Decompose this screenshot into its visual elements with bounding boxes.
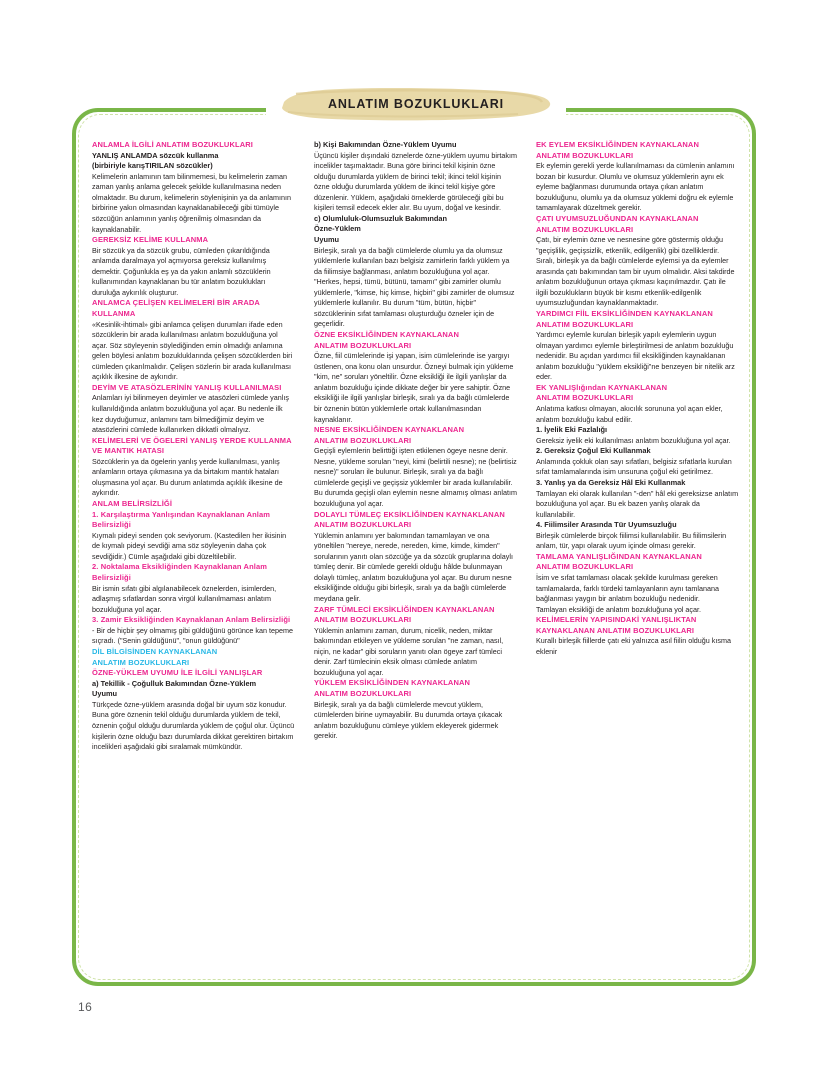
body-paragraph: Anlamında çokluk olan sayı sıfatları, belgisiz sıfatlarla kurulan sıfat tamlamalarında isim unsuruna çoğul eki getirilmez. <box>536 456 732 477</box>
section-heading: 1. Karşılaştırma Yanlışından Kaynaklanan Anlam Belirsizliği <box>92 509 271 530</box>
section-heading: ÇATI UYUMSUZLUĞUNDAN KAYNAKLANAN <box>536 213 699 223</box>
section-heading: ANLATIM BOZUKLUKLARI <box>314 520 412 530</box>
section-heading: ANLAMCA ÇELİŞEN KELİMELERİ BİR ARADA KULLANMA <box>92 298 260 318</box>
section-subheading: Uyumu <box>92 689 118 699</box>
section-heading: ANLATIM BOZUKLUKLARI <box>314 615 412 625</box>
body-paragraph: Gereksiz iyelik eki kullanılması anlatım bozukluğuna yol açar. <box>536 435 731 445</box>
body-paragraph: Yüklemin anlamını zaman, durum, nicelik, neden, miktar bakımından etkileyen ve yükleme sorulan "ne zaman, nasıl, niçin, ne kadar" gibi soruların yanıtı olan ögeye zarf tümleci denir. Zarf tümlecinin eksik olması cümlede anlatım bozukluğuna yol açar. <box>314 625 504 677</box>
section-heading: DEYİM VE ATASÖZLERİNİN YANLIŞ KULLANILMASI <box>92 382 282 392</box>
body-paragraph: Bir sözcük ya da sözcük grubu, cümleden çıkarıldığında anlamda daralmaya yol açmıyorsa gereksiz kullanılmış demektir. Çoğunlukla eş ya da yakın anlamlı sözcüklerin kullanımından kaynaklanan bu tür anlatım bozuklukları duruluğa aykırılık oluşturur. <box>92 245 271 297</box>
section-heading: ANLATIM BOZUKLUKLARI <box>92 657 190 667</box>
body-paragraph: Geçişli eylemlerin belirttiği işten etkilenen ögeye nesne denir. Nesne, yükleme sorulan "neyi, kimi (belirtili nesne); ne (belirtisiz nesne)" soruları ile bulunur. Birleşik, sıralı ya da bağlı cümlelerde geçişli ve geçişsiz yüklemler bir arada kullanılabilir. Bu durumda geçişli olan eylemin nesne almamış olması anlatım bozukluğuna yol açar. <box>314 446 517 508</box>
section-heading: ZARF TÜMLECİ EKSİKLİĞİNDEN KAYNAKLANAN <box>314 604 495 614</box>
section-heading: ANLATIM BOZUKLUKLARI <box>536 150 634 160</box>
section-heading: EK YANLIŞlığından KAYNAKLANAN <box>536 382 668 392</box>
section-subheading: Özne-Yüklem <box>314 224 361 234</box>
title-banner <box>278 86 554 122</box>
section-heading: DİL BİLGİSİNDEN KAYNAKLANAN <box>92 646 218 656</box>
section-heading: TAMLAMA YANLIŞLIĞINDAN KAYNAKLANAN <box>536 551 702 561</box>
body-paragraph: Birleşik cümlelerde birçok fiilimsi kullanılabilir. Bu fiilimsilerin anlam, tür, yapı olarak uyum içinde olması gerekir. <box>536 530 727 551</box>
section-subheading: YANLIŞ ANLAMDA sözcük kullanma <box>92 150 219 160</box>
body-paragraph: Kelimelerin anlamının tam bilinmemesi, bu kelimelerin zaman zaman yanlış anlama gelecek şekilde kullanılmasına neden olmaktadır. Bu durum, kelimelerin söylenişinin ya da anlamının birbirine yakın olmasından kaynaklanabileceği gibi tümüyle sözcüğün anlamının yanlış öğrenilmiş olmasından da kaynaklanabilir. <box>92 171 291 234</box>
body-paragraph: Üçüncü kişiler dışındaki öznelerde özne-yüklem uyumu birtakım incelikler taşımaktadır. Buna göre birinci tekil kişinin özne olduğu durumlarda yüklem de birinci tekil; ikinci tekil kişinin özne olduğu durumlarda yüklem de ikinci tekil kişiye göre düzenlenir. Yüklem, aşağıdaki örneklerde görüleceği gibi bu kişileri temsil edecek ekler alır. Bu uyum, doğal ve kesindir. <box>314 150 517 213</box>
section-heading: ANLATIM BOZUKLUKLARI <box>536 224 634 234</box>
section-heading: ANLAM BELİRSİZLİĞİ <box>92 499 173 509</box>
section-heading: EK EYLEM EKSİKLİĞİNDEN KAYNAKLANAN <box>536 140 699 149</box>
body-paragraph: Tamlayan eksikliği de anlatım bozukluğuna yol açar. <box>536 604 702 614</box>
body-paragraph: Anlatıma katkısı olmayan, akıcılık sorununa yol açan ekler, anlatım bozukluğu kabul edilir. <box>536 404 723 424</box>
text-column-1 <box>92 140 295 753</box>
body-paragraph: Ek eylemin gerekli yerde kullanılmaması da cümlenin anlamını bozan bir kusurdur. Olumlu ve olumsuz yüklemlerin aynı ek eyleme bağlanması durumunda ortaya çıkan anlatım bozukluğunu, olumlu ya da olumsuz yüklemi doğru ek eylemle tamamlayarak düzeltmek gerekir. <box>536 161 735 213</box>
section-heading: ANLAMLA İLGİLİ ANLATIM BOZUKLUKLARI <box>92 140 253 149</box>
section-subheading: 3. Yanlış ya da Gereksiz Hâl Eki Kullanmak <box>536 477 686 487</box>
section-subheading: Uyumu <box>314 235 340 245</box>
section-heading: ANLATIM BOZUKLUKLARI <box>536 393 634 403</box>
section-subheading: a) Tekillik - Çoğulluk Bakımından Özne-Yüklem <box>92 678 257 688</box>
body-paragraph: Sözcüklerin ya da ögelerin yanlış yerde kullanılması, yanlış anlamların ortaya çıkmasına ya da birtakım mantık hataları oluşmasına yol açar. Bu durum anlatımda açıklık ilkesine de aykırıdır. <box>92 456 283 498</box>
section-heading: 3. Zamir Eksikliğinden Kaynaklanan Anlam Belirsizliği <box>92 615 291 625</box>
section-heading: KAYNAKLANAN ANLATIM BOZUKLUKLARI <box>536 625 695 635</box>
body-paragraph: Kurallı birleşik fiillerde çatı eki yalnızca asıl fiilin olduğu kısma eklenir <box>536 636 731 656</box>
body-paragraph: Türkçede özne-yüklem arasında doğal bir uyum söz konudur. Buna göre öznenin tekil olduğu durumlarda yüklem de tekil, öznenin çoğul olduğu durumlarda yüklem de çoğul olur. Üçüncü kişilerin özne olduğu bazı durumlarda dikkat gerektiren birtakım incelikleri aşağıdaki gibi sıralamak mümkündür. <box>92 699 295 752</box>
text-column-3 <box>536 140 739 753</box>
body-paragraph: Yardımcı eylemle kurulan birleşik yapılı eylemlerin uygun olmayan yardımcı eylemle birleştirilmesi de anlatım bozukluğu nedenidir. Bu açıdan yardımcı fiil eksikliğinden kaynaklanan anlatım bozukluğu "yüklem eksikliği"ne benzeyen bir nitelik arz eder. <box>536 330 735 382</box>
section-heading: YARDIMCI FİİL EKSİKLİĞİNDEN KAYNAKLANAN ANLATIM BOZUKLUKLARI <box>536 308 713 329</box>
section-heading: ANLATIM BOZUKLUKLARI <box>314 689 412 699</box>
section-heading: ANLATIM BOZUKLUKLARI <box>314 435 412 445</box>
section-subheading: b) Kişi Bakımından Özne-Yüklem Uyumu <box>314 140 457 149</box>
section-heading: ANLATIM BOZUKLUKLARI <box>536 562 634 572</box>
section-subheading: c) Olumluluk-Olumsuzluk Bakımından <box>314 213 448 223</box>
section-heading: NESNE EKSİKLİĞİNDEN KAYNAKLANAN <box>314 425 465 435</box>
section-heading: ANLATIM BOZUKLUKLARI <box>314 340 412 350</box>
section-heading: KELİMELERİ VE ÖGELERİ YANLIŞ YERDE KULLANMA VE MANTIK HATASI <box>92 435 292 456</box>
body-paragraph: Bir ismin sıfatı gibi algılanabilecek öznelerden, isimlerden, adlaşmış sıfatlardan sonra virgül kullanılmaması anlatım bozukluğuna yol açar. <box>92 583 277 614</box>
body-paragraph: Özne, fiil cümlelerinde işi yapan, isim cümlelerinde ise yargıyı üstlenen, ona konu olan unsurdur. Özneyi bulmak için yükleme "kim, ne" soruları yöneltilir. Özne eksikliği ile ilgili yanlışlar da anlatım bozukluğu içinde dikkate değer bir yere sahiptir. Özne eksikliği ile ilgili yanlışlar birleşik, sıralı ya da bağlı cümlelerde bir öznenin bütün yüklemlerle ortak kullanılmasından kaynaklanır. <box>314 351 514 424</box>
page-number: 16 <box>78 1000 93 1014</box>
section-subheading: 2. Gereksiz Çoğul Eki Kullanmak <box>536 446 651 456</box>
section-subheading: 1. İyelik Eki Fazlalığı <box>536 425 608 435</box>
text-column-2 <box>314 140 517 753</box>
body-paragraph: «Kesinlik-ihtimal» gibi anlamca çelişen durumları ifade eden sözcüklerin bir arada kullanılması anlatım bozukluğuna yol açar. Söz söyleyenin söylediğinden emin olmadığı anlamına gelen böylesi anlatım bozukluklarında çelişen sözcüklerden biri cümleden çıkarılmalıdır. Çelişen sözlerin bir arada kullanılması açıklık ilkesine de aykırıdır. <box>92 319 293 382</box>
body-paragraph: İsim ve sıfat tamlaması olacak şekilde kurulması gereken tamlamalarda, farklı türdeki tamlayanların aynı tamlanana bağlanması yaygın bir anlatım bozukluğu nedenidir. <box>536 573 719 604</box>
body-paragraph: - Bir de hiçbir şey olmamış gibi güldüğünü görünce kan tepeme sıçradı. ("Senin güldüğünü", "onun güldüğünü" <box>92 625 293 646</box>
section-subheading: 4. Fiilimsiler Arasında Tür Uyumsuzluğu <box>536 520 677 530</box>
body-paragraph: Anlamları iyi bilinmeyen deyimler ve atasözleri cümlede yanlış kullanıldığında anlatım bozukluğuna yol açar. Bu nedenle ilk kez duyduğumuz, anlamını tam bilmediğimiz deyim ve atasözlerini cümlede kullanırken dikkatli olmalıyız. <box>92 393 289 435</box>
section-subheading: (birbiriyle karışTIRILAN sözcükler) <box>92 161 213 171</box>
content-columns <box>92 140 740 753</box>
section-heading: 2. Noktalama Eksikliğinden Kaynaklanan Anlam Belirsizliği <box>92 562 268 583</box>
body-paragraph: Çatı, bir eylemin özne ve nesnesine göre göstermiş olduğu "geçişlilik, geçişsizlik, etkenlik, edilgenlik) gibi özelliklerdir. Sıralı, birleşik ya da bağlı cümlelerde eylemsi ya da eylemler arasında çatı bakımından tam bir uyum olmalıdır. Aksi takdirde anlatım bozukluğunun ortaya çıkması kaçınılmazdır. Çatı ile ilgili bozuklukların büyük bir kısmı etkenlik-edilgenlik uyumsuzluğundan kaynaklanmaktadır. <box>536 235 735 308</box>
section-heading: GEREKSİZ KELİME KULLANMA <box>92 235 209 245</box>
section-heading: KELİMELERİN YAPISINDAKİ YANLIŞLIKTAN <box>536 615 697 625</box>
body-paragraph: Birleşik, sıralı ya da bağlı cümlelerde mevcut yüklem, cümlelerden birine uymayabilir. Bu durumda ortaya çıkacak anlatım bozukluğunu cümleye yüklem ekleyerek gidermek gerekir. <box>314 699 503 741</box>
section-heading: DOLAYLI TÜMLEÇ EKSİKLİĞİNDEN KAYNAKLANAN <box>314 509 505 519</box>
page-title: ANLATIM BOZUKLUKLARI <box>327 97 505 111</box>
section-heading: YÜKLEM EKSİKLİĞİNDEN KAYNAKLANAN <box>314 678 471 688</box>
body-paragraph: Birleşik, sıralı ya da bağlı cümlelerde olumlu ya da olumsuz yüklemlerle kullanılan bazı belgisiz zamirlerin farklı yüklem ya da fiilimsiye bağlanması, anlatım bozukluğuna yol açar. "Herkes, hepsi, tümü, bütünü, tamamı" gibi zamirler olumlu yüklemlerle, "kimse, hiç kimse, hiçbiri" gibi zamirler de olumsuz yüklemlerle kullanılır. Bu durum "tüm, bütün, hiçbir" sözcüklerinin sıfat tamlaması oluşturduğu özneler için de geçerlidir. <box>314 245 515 329</box>
body-paragraph: Yüklemin anlamını yer bakımından tamamlayan ve ona yöneltilen "nereye, nerede, nereden, kime, kimde, kimden" sorularının yanıtı olan sözcüğe ya da sözcük gruplarına dolaylı tümleç denir. Bir cümlede gerekli olduğu hâlde bulunmayan dolaylı tümleç, anlatım bozukluğuna yol açar. Bu durum nesne eksikliğinde olduğu gibi birleşik, sıralı ya da bağlı cümlelerde meydana gelir. <box>314 530 513 603</box>
body-paragraph: Kıymalı pideyi senden çok seviyorum. (Kastedilen her ikisinin de kıymalı pideyi sevdiği ama söz söyleyenin daha çok sevdiğidir.) Cümle aşağıdaki gibi düzeltilebilir. <box>92 530 287 561</box>
section-heading: ÖZNE EKSİKLİĞİNDEN KAYNAKLANAN <box>314 330 459 340</box>
body-paragraph: Tamlayan eki olarak kullanılan "-den" hâl eki gereksizse anlatım bozukluğuna yol açar. Bu ek bazen yanlış olarak da kullanılabilir. <box>536 488 739 519</box>
section-heading: ÖZNE-YÜKLEM UYUMU İLE İLGİLİ YANLIŞLAR <box>92 668 263 678</box>
